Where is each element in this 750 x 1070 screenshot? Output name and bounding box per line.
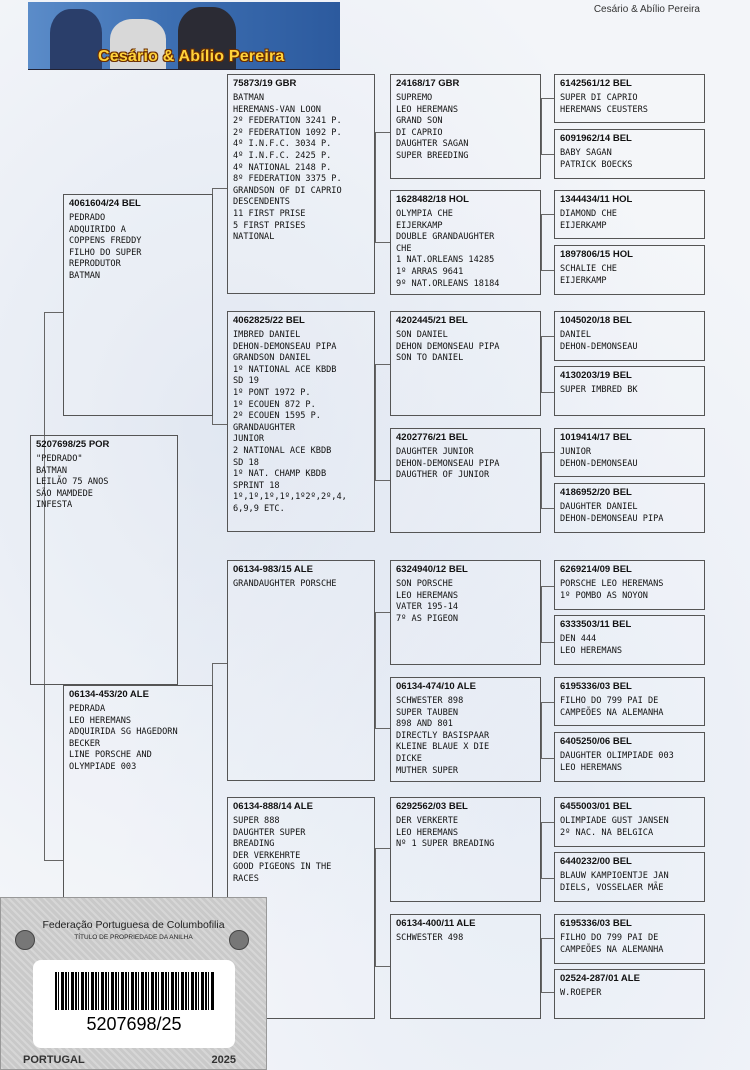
pigeon-notes: SUPER DI CAPRIO HEREMANS CEUSTERS [560,93,648,115]
pigeon-notes: FILHO DO 799 PAI DE CAMPEÕES NA ALEMANHA [560,933,664,955]
pigeon-card-g4 [390,914,541,1019]
pigeon-card-g3 [227,311,375,532]
owner-name: Cesário & Abílio Pereira [593,4,700,15]
pigeon-card-dam [63,685,213,920]
connector-line [541,98,542,154]
ring-id: 75873/19 GBR [233,78,297,89]
pigeon-card-g5 [554,560,705,610]
pigeon-card-sire [63,194,213,416]
connector-line [541,822,542,878]
connector-line [375,132,390,133]
connector-line [375,242,390,243]
barcode [55,972,215,1010]
ring-id: 6333503/11 BEL [560,619,632,630]
connector-line [541,452,542,508]
pigeon-card-main [30,435,178,685]
connector-line [541,336,554,337]
ring-id: 4202445/21 BEL [396,315,468,326]
pigeon-card-g4 [390,74,541,179]
pigeon-card-g5 [554,914,705,964]
pigeon-notes: SON PORSCHE LEO HEREMANS VATER 195-14 7º AS PIGEON [396,579,459,624]
connector-line [375,612,390,613]
connector-line [375,364,376,480]
pigeon-card-g5 [554,615,705,665]
ring-id: 6091962/14 BEL [560,133,632,144]
connector-line [375,848,390,849]
pigeon-card-g5 [554,732,705,782]
banner-title: Cesário & Abílio Pereira [98,48,285,65]
ring-id: 5207698/25 POR [36,439,110,450]
ring-id: 6324940/12 BEL [396,564,468,575]
pigeon-notes: SCHALIE CHE EIJERKAMP [560,264,617,286]
connector-line [541,758,554,759]
pigeon-notes: SUPREMO LEO HEREMANS GRAND SON DI CAPRIO DAUGHTER SAGAN SUPER BREEDING [396,93,469,161]
pigeon-notes: DIAMOND CHE EIJERKAMP [560,209,617,231]
pigeon-card-g4 [390,190,541,295]
pigeon-notes: IMBRED DANIEL DEHON-DEMONSEAU PIPA GRANDSON DANIEL 1º NATIONAL ACE KBDB SD 19 1º PONT 1972 P. 1º ECOUEN 872 P. 2º ECOUEN 1595 P. GRANDAUGHTER JUNIOR 2 NATIONAL ACE KBDB SD 18 1º NAT. CHAMP KBDB SPRINT 18 1º,1º,1º,1º,1º2º,2º,4, 6,9,9 ETC. [233,330,347,514]
pigeon-notes: GRANDAUGHTER PORSCHE [233,579,337,589]
header-banner [28,2,340,70]
connector-line [541,642,554,643]
pigeon-card-g5 [554,677,705,726]
ring-certificate [0,897,267,1070]
pigeon-notes: "PEDRADO" BATMAN LEILÃO 75 ANOS SÃO MAMDEDE INFESTA [36,454,109,511]
connector-line [44,312,63,313]
pigeon-notes: W.ROEPER [560,988,602,998]
barcode-panel [33,960,235,1048]
ring-number: 5207698/25 [86,1014,182,1034]
pigeon-notes: DANIEL DEHON-DEMONSEAU [560,330,638,352]
pigeon-card-g4 [390,560,541,665]
pigeon-card-g3 [227,560,375,781]
ring-id: 6142561/12 BEL [560,78,632,89]
connector-line [541,938,542,992]
ring-id: 1628482/18 HOL [396,194,469,205]
ring-id: 02524-287/01 ALE [560,973,640,984]
ring-id: 4061604/24 BEL [69,198,141,209]
connector-line [212,424,227,425]
pigeon-notes: FILHO DO 799 PAI DE CAMPEÕES NA ALEMANHA [560,696,664,718]
pigeon-notes: DAUGHTER DANIEL DEHON-DEMONSEAU PIPA [560,502,664,524]
pigeon-card-g5 [554,74,705,123]
pigeon-notes: SUPER 888 DAUGHTER SUPER BREADING DER VERKEHRTE GOOD PIGEONS IN THE RACES [233,816,332,884]
connector-line [541,586,542,642]
ring-id: 4186952/20 BEL [560,487,632,498]
ring-id: 6269214/09 BEL [560,564,632,575]
pigeon-notes: SCHWESTER 498 [396,933,464,943]
pigeon-notes: PEDRADA LEO HEREMANS ADQUIRIDA SG HAGEDORN BECKER LINE PORSCHE AND OLYMPIADE 003 [69,704,178,772]
connector-line [541,992,554,993]
pigeon-notes: SCHWESTER 898 SUPER TAUBEN 898 AND 801 DIRECTLY BASISPAAR KLEINE BLAUE X DIE DICKE MUTHER SUPER [396,696,490,776]
country-label: PORTUGAL [23,1054,85,1066]
connector-line [541,702,554,703]
pigeon-notes: BABY SAGAN PATRICK BOECKS [560,148,633,170]
pigeon-card-g5 [554,245,705,295]
connector-line [541,452,554,453]
pigeon-card-g5 [554,366,705,416]
connector-line [212,188,227,189]
ring-id: 4130203/19 BEL [560,370,632,381]
pigeon-notes: OLIMPIADE GUST JANSEN 2º NAC. NA BELGICA [560,816,669,838]
connector-line [541,822,554,823]
pigeon-notes: DER VERKERTE LEO HEREMANS Nº 1 SUPER BREADING [396,816,495,850]
connector-line [541,214,554,215]
ring-id: 1019414/17 BEL [560,432,632,443]
connector-line [541,586,554,587]
ring-id: 1897806/15 HOL [560,249,633,260]
ring-id: 1344434/11 HOL [560,194,633,205]
ring-id: 6195336/03 BEL [560,918,632,929]
connector-line [375,480,390,481]
pigeon-notes: BATMAN HEREMANS-VAN LOON 2º FEDERATION 3241 P. 2º FEDERATION 1092 P. 4º I.N.F.C. 3034 P. 4º I.N.F.C. 2425 P. 4º NATIONAL 2148 P. 8º FEDERATION 3375 P. GRANDSON OF DI CAPRIO DESCENDENTS 11 FIRST PRISE 5 FIRST PRISES NATIONAL [233,93,342,243]
connector-line [375,966,390,967]
pigeon-notes: DAUGHTER OLIMPIADE 003 LEO HEREMANS [560,751,674,773]
year-label: 2025 [211,1054,236,1066]
pigeon-notes: SUPER IMBRED BK [560,385,638,395]
connector-line [375,728,390,729]
pigeon-card-g5 [554,428,705,477]
pigeon-notes: BLAUW KAMPIOENTJE JAN DIELS, VOSSELAER MÃE [560,871,669,893]
ring-id: 6195336/03 BEL [560,681,632,692]
connector-line [375,132,376,242]
connector-line [541,702,542,758]
pigeon-notes: PORSCHE LEO HEREMANS 1º POMBO AS NOYON [560,579,664,601]
ring-id: 06134-400/11 ALE [396,918,476,929]
ring-id: 6440232/00 BEL [560,856,632,867]
connector-line [541,938,554,939]
pigeon-card-g4 [390,428,541,533]
connector-line [212,663,227,664]
pigeon-notes: DEN 444 LEO HEREMANS [560,634,623,656]
pigeon-card-g4 [390,677,541,782]
connector-line [541,392,554,393]
connector-line [541,336,542,392]
pigeon-card-g4 [390,797,541,902]
connector-line [541,878,554,879]
connector-line [541,214,542,270]
ring-id: 06134-474/10 ALE [396,681,476,692]
pigeon-notes: SON DANIEL DEHON DEMONSEAU PIPA SON TO DANIEL [396,330,500,364]
ring-id: 06134-888/14 ALE [233,801,313,812]
connector-line [541,154,554,155]
pigeon-card-g4 [390,311,541,416]
ring-id: 6405250/06 BEL [560,736,632,747]
pigeon-card-g3 [227,74,375,294]
pigeon-card-g5 [554,190,705,239]
pigeon-card-g5 [554,311,705,361]
connector-line [541,508,554,509]
pigeon-notes: DAUGHTER JUNIOR DEHON-DEMONSEAU PIPA DAUGTHER OF JUNIOR [396,447,500,481]
ring-id: 1045020/18 BEL [560,315,632,326]
connector-line [541,270,554,271]
pigeon-notes: OLYMPIA CHE EIJERKAMP DOUBLE GRANDAUGHTER CHE 1 NAT.ORLEANS 14285 1º ARRAS 9641 9º NAT.ORLEANS 18184 [396,209,500,289]
ring-id: 24168/17 GBR [396,78,460,89]
ring-id: 06134-983/15 ALE [233,564,313,575]
pigeon-card-g5 [554,483,705,533]
ring-id: 06134-453/20 ALE [69,689,149,700]
certificate-subtitle: TÍTULO DE PROPRIEDADE DA ANILHA [74,934,193,941]
connector-line [375,364,390,365]
connector-line [44,860,63,861]
ring-id: 4202776/21 BEL [396,432,468,443]
pigeon-notes: PEDRADO ADQUIRIDO A COPPENS FREDDY FILHO DO SUPER REPRODUTOR BATMAN [69,213,142,281]
pigeon-card-g5 [554,852,705,902]
pigeon-notes: JUNIOR DEHON-DEMONSEAU [560,447,638,469]
connector-line [375,612,376,728]
person-photo [50,9,102,69]
ring-id: 6455003/01 BEL [560,801,632,812]
pigeon-card-g5 [554,969,705,1019]
pigeon-card-g5 [554,129,705,179]
ring-id: 4062825/22 BEL [233,315,305,326]
federation-name: Federação Portuguesa de Columbofilia [42,919,225,931]
connector-line [541,98,554,99]
ring-id: 6292562/03 BEL [396,801,468,812]
pigeon-card-g5 [554,797,705,847]
connector-line [375,848,376,966]
